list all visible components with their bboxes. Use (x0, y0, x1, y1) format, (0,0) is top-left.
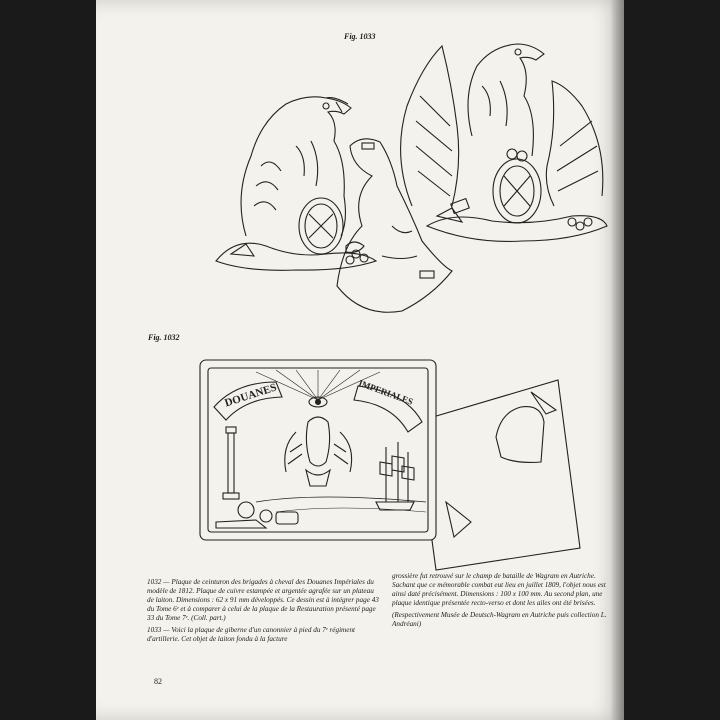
caption-column-left (147, 578, 379, 647)
book-page (96, 0, 624, 720)
caption-1033-continued: grossière fut retrouvé sur le champ de bataille de Wagram en Autriche. Sachant que ce mémorable combat eut lieu en juillet 1809, l'objet nous est ainsi daté précisément. Dimensions : 100 x 100 mm. Au second plan, une plaque identique présentée recto-verso et dont les ailes ont été brisées. (392, 572, 606, 607)
page-number: 82 (154, 677, 162, 686)
caption-1033-start: 1033 — Voici la plaque de giberne d'un canonnier à pied du 7ᵉ régiment d'artillerie. Cet objet de laiton fondu à la facture (147, 626, 356, 643)
buckle-banner-right: IMPERIALES (357, 377, 415, 407)
caption-1032: 1032 — Plaque de ceinturon des brigades à cheval des Douanes Impériales du modèle de 1812. Plaque de cuivre estampée et argentée agrafée sur un plateau de laiton. Dimensions : 62 x 91 mm développés. Ce dessin est à intégrer page 43 du Tome 6ᵉ et à comparer à celui de la plaque de la Restauration présenté page 33 du Tome 7ᵉ. (Coll. part.) (147, 578, 379, 622)
fig-1032-label: Fig. 1032 (148, 333, 180, 342)
belt-buckle-plate-illustration (196, 352, 581, 572)
fig-1033-label: Fig. 1033 (344, 32, 376, 41)
eagle-plate-large-illustration (332, 26, 612, 316)
buckle-banner-left: DOUANES (223, 381, 279, 410)
book-spine-shadow (610, 0, 624, 720)
caption-credits: (Respectivement Musée de Deutsch-Wagram en Autriche puis collection L. Andréani) (392, 611, 607, 628)
caption-column-right (392, 572, 620, 632)
